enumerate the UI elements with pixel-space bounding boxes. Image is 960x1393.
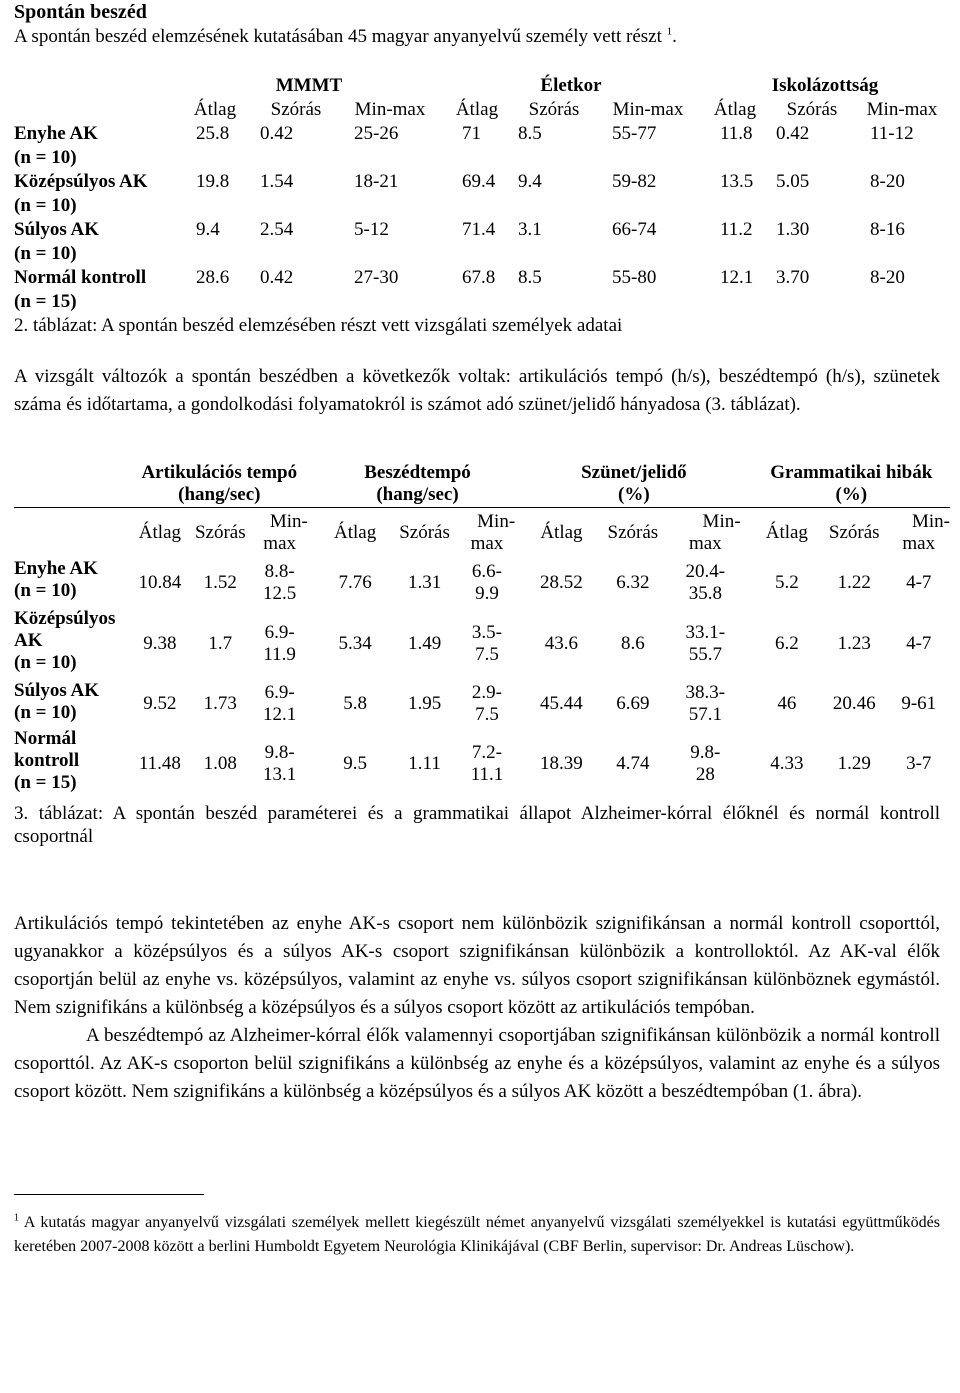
- table-cell: 3.70: [776, 266, 810, 288]
- table-cell: 2.54: [260, 218, 294, 240]
- table-cell: 4-7: [906, 632, 932, 654]
- table-2-participants: [14, 74, 950, 314]
- table-row: [14, 218, 950, 242]
- table-2-body: [14, 122, 950, 314]
- table-cell: 1.29: [837, 752, 871, 774]
- table-cell: 1.23: [837, 632, 871, 654]
- footnote-separator: [14, 1194, 204, 1195]
- table-cell: 9.4: [518, 170, 542, 192]
- col-header: Átlag: [753, 508, 821, 558]
- table-cell: 3.1: [518, 218, 542, 240]
- table-cell: 11.2: [720, 218, 753, 240]
- table-cell: 71: [462, 122, 481, 144]
- footnote: [14, 1211, 940, 1259]
- table-cell: 0.42: [260, 266, 294, 288]
- table-cell: 8.8- 12.5: [263, 560, 297, 604]
- col-header: Min- max: [887, 508, 950, 558]
- table-cell: 27-30: [354, 266, 399, 288]
- table-row: [14, 122, 950, 146]
- intro-text: A spontán beszéd elemzésének kutatásában 45 magyar anyanyelvű személy vett részt: [14, 26, 662, 48]
- col-header: Szórás: [270, 98, 322, 120]
- col-header: Min-max: [866, 98, 938, 120]
- table-cell: 9.52: [143, 692, 177, 714]
- table-cell: 3-7: [906, 752, 932, 774]
- table-cell: 55-80: [612, 266, 657, 288]
- table-cell: 10.84: [138, 571, 182, 593]
- table-cell: 8.5: [518, 266, 542, 288]
- table-cell: 1.11: [408, 752, 441, 774]
- table-cell: 9.8- 13.1: [263, 741, 297, 785]
- table-cell: 67.8: [462, 266, 496, 288]
- table-cell: 59-82: [612, 170, 657, 192]
- table-row-n: [14, 146, 950, 170]
- footnote-text: A kutatás magyar anyanyelvű vizsgálati személyek mellett kiegészült német anyanyelvű vizsgálati személyekkel is kutatási együttműködés keretében 2007-2008 között a berlini Humboldt Egyetem Neurológia Klinikájával (CBF Berlin, supervisor: Dr. Andreas Lüschow).: [14, 1214, 940, 1256]
- table-cell: 45.44: [540, 692, 583, 714]
- table-row-n: [14, 242, 950, 266]
- paragraph-variables: A vizsgált változók a spontán beszédben a következők voltak: artikulációs tempó (h/s), beszédtempó (h/s), szünetek száma és időtartama, a gondolkodási folyamatokról is számot adó szünet/jelidő hányadosa (3. táblázat).: [14, 365, 940, 415]
- col-header: Átlag: [713, 98, 757, 120]
- table-cell: 12.1: [720, 266, 754, 288]
- group-header-szunet-jelido: Szünet/jelidő (%): [581, 461, 687, 505]
- table-cell: 8-20: [870, 266, 905, 288]
- table-cell: 25.8: [196, 122, 230, 144]
- corner-cell: [14, 74, 176, 98]
- table-cell: 66-74: [612, 218, 657, 240]
- table-cell: 8.6: [621, 632, 645, 654]
- table-cell: 20.46: [832, 692, 876, 714]
- row-label: Enyhe AK: [14, 122, 98, 144]
- group-header-iskolazottsag: Iskolázottság: [771, 74, 879, 96]
- col-header: Átlag: [193, 98, 237, 120]
- row-label: Normál kontroll: [14, 266, 147, 288]
- col-header: Átlag: [527, 508, 595, 558]
- paragraph-speech-rate: A beszédtempó az Alzheimer-kórral élők valamennyi csoportjában szignifikánsan különbözik a normál kontroll csoporttól. Az AK-s csoporton belül szignifikáns a különbség az enyhe és a középsúlyos, valamint az enyhe és a súlyos csoport között. Nem szignifikáns a különbség a középsúlyos és a súlyos AK között a beszédtempóban (1. ábra).: [14, 1025, 940, 1103]
- row-label: Enyhe AK (n = 10): [14, 557, 98, 601]
- table-cell: 9.8- 28: [690, 741, 721, 785]
- table-cell: 6.6- 9.9: [471, 560, 502, 604]
- table-cell: 9-61: [901, 692, 937, 714]
- col-header: Min- max: [251, 508, 307, 558]
- table-3-body: [14, 558, 950, 800]
- section-heading: Spontán beszéd: [14, 1, 147, 23]
- group-header-beszedtempo: Beszédtempó (hang/sec): [364, 461, 471, 505]
- table-cell: 1.54: [260, 170, 294, 192]
- table-cell: 28.6: [196, 266, 230, 288]
- table-cell: 13.5: [720, 170, 754, 192]
- group-header-artikulacios-tempo: Artikulációs tempó (hang/sec): [141, 461, 298, 505]
- table-cell: 3.5- 7.5: [471, 621, 502, 665]
- table-cell: 69.4: [462, 170, 496, 192]
- table-cell: 2.9- 7.5: [471, 681, 502, 725]
- table-cell: 1.52: [203, 571, 237, 593]
- footnote-mark: 1: [14, 1212, 19, 1224]
- table-cell: 18-21: [354, 170, 399, 192]
- table-row: [14, 170, 950, 194]
- table-cell: 6.32: [616, 571, 650, 593]
- table-cell: 19.8: [196, 170, 230, 192]
- group-header-eletkor: Életkor: [540, 74, 602, 96]
- table-cell: 11-12: [870, 122, 914, 144]
- row-label: Középsúlyos AK (n = 10): [14, 607, 116, 673]
- table-cell: 4.33: [770, 752, 804, 774]
- table-cell: 0.42: [776, 122, 810, 144]
- table-cell: 20.4- 35.8: [685, 560, 726, 604]
- col-header: Átlag: [320, 508, 390, 558]
- row-label: Súlyos AK (n = 10): [14, 679, 100, 723]
- table-cell: 33.1- 55.7: [685, 621, 726, 665]
- group-header-grammatikai-hibak: Grammatikai hibák (%): [770, 461, 933, 505]
- table-cell: 25-26: [354, 122, 399, 144]
- table-cell: 1.49: [407, 632, 442, 654]
- table-3-caption: 3. táblázat: A spontán beszéd paraméterei és a grammatikai állapot Alzheimer-kórral élőknél és normál kontroll csoportnál: [14, 802, 940, 847]
- table-cell: 4.74: [616, 752, 650, 774]
- table-row-n: [14, 194, 950, 218]
- row-sample-size: (n = 10): [14, 242, 77, 264]
- table-row: [14, 608, 950, 680]
- table-cell: 7.2- 11.1: [470, 741, 504, 785]
- table-cell: 0.42: [260, 122, 294, 144]
- col-header: Szórás: [786, 98, 838, 120]
- row-label: Súlyos AK: [14, 218, 100, 240]
- table-cell: 8-20: [870, 170, 905, 192]
- table-cell: 6.9- 12.1: [263, 681, 297, 725]
- table-cell: 38.3- 57.1: [685, 681, 726, 725]
- table-cell: 43.6: [544, 632, 579, 654]
- table-cell: 9.4: [196, 218, 220, 240]
- col-header: Átlag: [455, 98, 499, 120]
- col-header: Szórás: [390, 508, 458, 558]
- table-cell: 1.08: [203, 752, 237, 774]
- table-cell: 4-7: [906, 571, 932, 593]
- row-sample-size: (n = 10): [14, 146, 77, 168]
- table-3-subheader-row: [14, 508, 950, 558]
- table-cell: 1.31: [407, 571, 442, 593]
- row-label: Normál kontroll (n = 15): [14, 727, 80, 793]
- table-cell: 5-12: [354, 218, 389, 240]
- table-3-speech-parameters: [14, 462, 950, 800]
- table-row: [14, 558, 950, 608]
- table-row-n: [14, 290, 950, 314]
- table-cell: 1.73: [203, 692, 237, 714]
- row-label: Középsúlyos AK: [14, 170, 148, 192]
- intro-end: .: [672, 26, 677, 48]
- col-header: Min-max: [612, 98, 684, 120]
- table-cell: 71.4: [462, 218, 496, 240]
- table-cell: 7.76: [338, 571, 372, 593]
- table-cell: 55-77: [612, 122, 657, 144]
- table-cell: 6.2: [774, 632, 799, 654]
- footnote-ref[interactable]: 1: [666, 26, 673, 39]
- table-cell: 6.9- 11.9: [263, 621, 296, 665]
- table-cell: 5.2: [774, 571, 799, 593]
- table-row: [14, 680, 950, 728]
- table-cell: 8-16: [870, 218, 905, 240]
- col-header: Szórás: [189, 508, 251, 558]
- table-row: [14, 266, 950, 290]
- row-sample-size: (n = 10): [14, 194, 77, 216]
- table-cell: 1.30: [776, 218, 810, 240]
- table-cell: 8.5: [518, 122, 542, 144]
- table-row: [14, 728, 950, 800]
- group-header-mmmt: MMMT: [275, 74, 343, 96]
- table-cell: 1.7: [208, 632, 233, 654]
- table-cell: 5.34: [338, 632, 372, 654]
- table-cell: 46: [777, 692, 797, 714]
- table-2-caption: 2. táblázat: A spontán beszéd elemzésében részt vett vizsgálati személyek adatai: [14, 314, 623, 336]
- table-cell: 11.8: [720, 122, 753, 144]
- col-header: Átlag: [131, 508, 189, 558]
- table-cell: 5.8: [343, 692, 367, 714]
- col-header: Szórás: [528, 98, 580, 120]
- col-header: Min- max: [459, 508, 515, 558]
- col-header: Min-max: [354, 98, 426, 120]
- col-header: Min- max: [670, 508, 740, 558]
- document-page: [14, 0, 950, 1259]
- table-cell: 11.48: [138, 752, 181, 774]
- table-cell: 9.5: [343, 752, 367, 774]
- intro-sentence: [14, 25, 940, 48]
- table-cell: 5.05: [776, 170, 810, 192]
- row-sample-size: (n = 15): [14, 290, 77, 312]
- col-header: Szórás: [596, 508, 670, 558]
- table-cell: 1.22: [837, 571, 871, 593]
- table-cell: 18.39: [540, 752, 583, 774]
- table-cell: 6.69: [616, 692, 650, 714]
- table-cell: 1.95: [407, 692, 442, 714]
- table-cell: 28.52: [540, 571, 583, 593]
- col-header: Szórás: [821, 508, 887, 558]
- paragraph-articulation: Artikulációs tempó tekintetében az enyhe AK-s csoport nem különbözik szignifikánsan a normál kontroll csoporttól, ugyanakkor a középsúlyos és a súlyos AK-s csoport szignifikánsan különbözik a kontrolloktól. Az AK-val élők csoportján belül az enyhe vs. középsúlyos, valamint az enyhe vs. súlyos csoport szignifikánsan különböznek egymástól. Nem szignifikáns a különbség a középsúlyos és a súlyos csoport között az artikulációs tempóban.: [14, 913, 940, 1019]
- table-cell: 9.38: [143, 632, 177, 654]
